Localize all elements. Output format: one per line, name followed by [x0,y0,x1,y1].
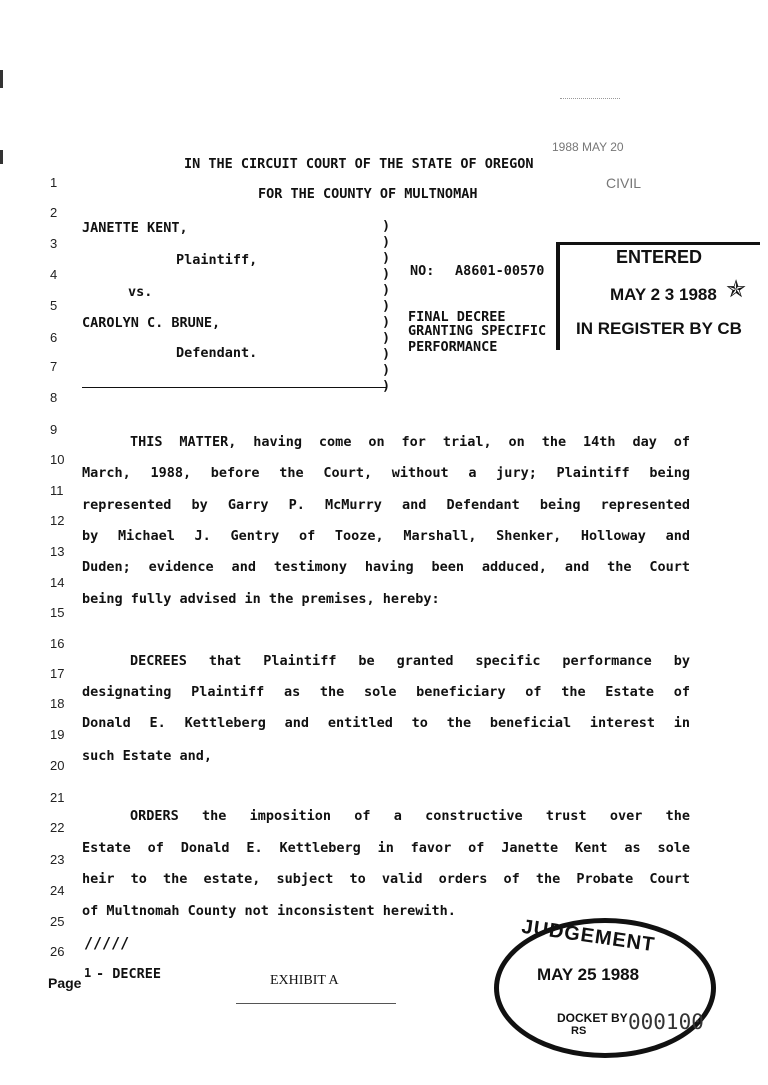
line-number: 5 [50,298,58,313]
line-number: 13 [50,544,65,559]
caption-paren: ) [382,218,391,234]
clerk-stamp-date: 1988 MAY 20 [552,140,624,154]
caption-paren: ) [382,250,391,266]
county-heading: FOR THE COUNTY OF MULTNOMAH [258,186,478,202]
document-title-line3: PERFORMANCE [408,339,498,355]
caption-paren: ) [382,298,391,314]
line-number: 17 [50,666,65,681]
footer-page-number: 1 [84,966,92,980]
judgement-stamp-initials: RS [571,1025,587,1037]
signature-mark: ✯ [726,275,747,303]
plaintiff-name: JANETTE KENT, [82,220,188,236]
defendant-name: CAROLYN C. BRUNE, [82,315,221,331]
paragraph-line: being fully advised in the premises, hereby: [82,591,440,607]
footer-exhibit: EXHIBIT A [270,973,339,988]
caption-paren: ) [382,266,391,282]
line-number: 26 [50,944,65,959]
document-title-line2: GRANTING SPECIFIC [408,323,547,339]
line-number: 10 [50,452,65,467]
judgement-stamp-docket: DOCKET BY [557,1011,628,1025]
judgement-stamp [494,915,716,1058]
margin-mark [0,150,3,164]
docket-number: 000100 [628,1010,704,1034]
case-number-label: NO: [410,263,435,279]
caption-paren: ) [382,314,391,330]
caption-paren: ) [382,346,391,362]
margin-mark [0,70,3,88]
line-number: 2 [50,205,58,220]
line-number: 11 [50,483,64,498]
paragraph-line: Duden; evidence and testimony having been adduced, and the Court [82,559,690,575]
caption-paren: ) [382,234,391,250]
line-number: 15 [50,605,65,620]
entered-stamp [556,242,760,350]
caption-rule [82,387,386,388]
vs-label: vs. [128,284,153,300]
line-number: 7 [50,359,58,374]
court-heading: IN THE CIRCUIT COURT OF THE STATE OF OREGON [184,156,534,172]
line-number: 4 [50,267,58,282]
paragraph-line: such Estate and, [82,748,213,764]
paragraph-line: represented by Garry P. McMurry and Defendant being represented [82,497,690,513]
clerk-stamp-filed [560,98,620,119]
line-number: 12 [50,513,65,528]
line-number: 19 [50,727,65,742]
paragraph-line: heir to the estate, subject to valid orders of the Probate Court [82,871,690,887]
line-number: 9 [50,422,58,437]
continuation-slashes: ///// [84,934,130,952]
defendant-label: Defendant. [176,345,258,361]
caption-paren: ) [382,362,391,378]
judgement-stamp-label: JUDGEMENT [520,915,657,957]
caption-paren: ) [382,330,391,346]
paragraph-line: Donald E. Kettleberg and entitled to the beneficial interest in [82,715,690,731]
paragraph-line: by Michael J. Gentry of Tooze, Marshall, Shenker, Holloway and [82,528,690,544]
line-number: 3 [50,236,58,251]
line-number: 20 [50,758,65,773]
paragraph-line: THIS MATTER, having come on for trial, on the 14th day of [130,434,690,450]
entered-stamp-label: ENTERED [616,247,703,267]
paragraph-line: of Multnomah County not inconsistent herewith. [82,903,456,919]
plaintiff-label: Plaintiff, [176,252,258,268]
judgement-stamp-date: MAY 25 1988 [537,965,640,984]
line-number: 8 [50,390,58,405]
line-number: 1 [50,175,58,190]
line-number: 14 [50,575,65,590]
footer-page-label: Page [48,975,82,991]
line-number: 22 [50,820,65,835]
document-title-line1: FINAL DECREE [408,309,506,325]
case-number: A8601-00570 [455,263,545,279]
caption-paren: ) [382,378,391,394]
line-number: 25 [50,914,65,929]
entered-stamp-register: IN REGISTER BY CB [576,319,742,338]
line-number: 16 [50,636,65,651]
line-number: 6 [50,330,58,345]
footer-page-title: - DECREE [96,966,162,982]
paragraph-line: Estate of Donald E. Kettleberg in favor of Janette Kent as sole [82,840,690,856]
caption-paren: ) [382,282,391,298]
line-number: 21 [50,790,65,805]
line-number: 18 [50,696,65,711]
paragraph-line: designating Plaintiff as the sole beneficiary of the Estate of [82,684,690,700]
footer-rule [236,1003,396,1004]
clerk-stamp-division: CIVIL [606,175,642,191]
paragraph-line: ORDERS the imposition of a constructive trust over the [130,808,690,824]
paragraph-line: March, 1988, before the Court, without a jury; Plaintiff being [82,465,690,481]
line-number: 23 [50,852,65,867]
paragraph-line: DECREES that Plaintiff be granted specific performance by [130,653,690,669]
line-number: 24 [50,883,65,898]
entered-stamp-date: MAY 2 3 1988 [610,285,717,304]
